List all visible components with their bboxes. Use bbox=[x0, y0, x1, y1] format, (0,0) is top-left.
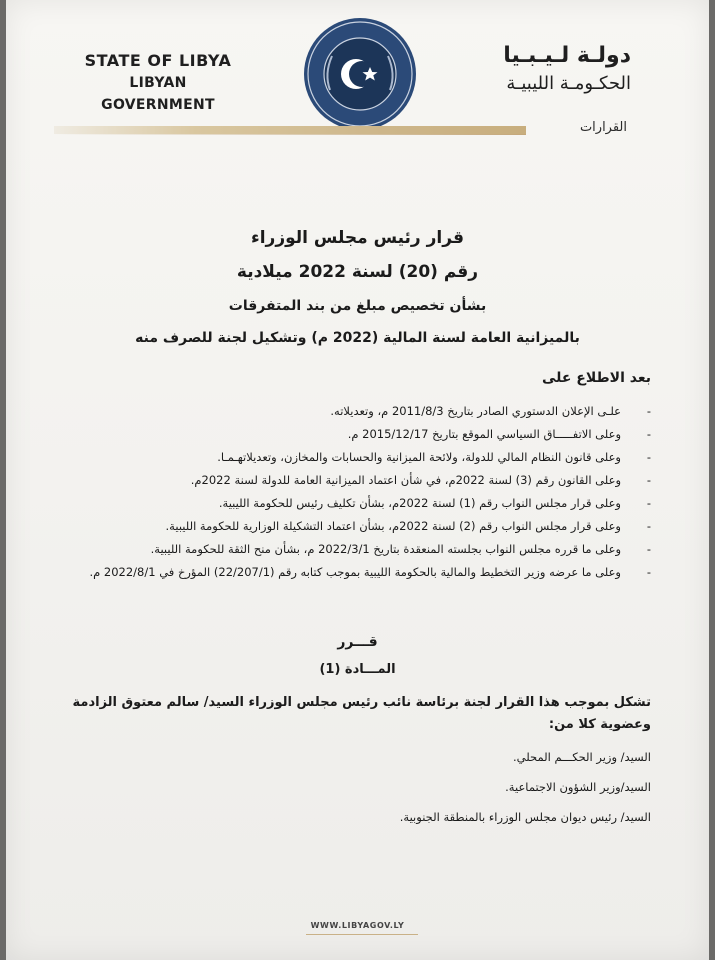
after-review-heading: بعد الاطلاع على bbox=[541, 370, 651, 386]
recital-item bbox=[71, 515, 651, 538]
recital-item bbox=[71, 423, 651, 446]
libyan-government-arabic: الحكـومـة الليبيـة bbox=[506, 73, 631, 94]
recital-dash: - bbox=[646, 519, 651, 533]
header-divider bbox=[54, 134, 526, 135]
government-emblem-icon bbox=[302, 16, 418, 132]
section-label: القرارات bbox=[579, 120, 627, 135]
committee-member: السيد/وزير الشؤون الاجتماعية. bbox=[505, 780, 651, 794]
recital-text: وعلى قانون النظام المالي للدولة، ولائحة الميزانية والحسابات والمخازن، وتعديلاتهـمـا. bbox=[217, 450, 621, 464]
footer-website: WWW.LIBYAGOV.LY bbox=[310, 921, 405, 930]
header-band bbox=[54, 126, 526, 134]
recital-text: وعلى قرار مجلس النواب رقم (2) لسنة 2022م، بشأن اعتماد التشكيلة الوزارية للحكومة الليبية. bbox=[165, 519, 621, 533]
recital-dash: - bbox=[646, 473, 651, 487]
decision-title: قرار رئيس مجلس الوزراء bbox=[251, 228, 464, 248]
recital-item bbox=[71, 538, 651, 561]
recital-text: وعلى ما عرضه وزير التخطيط والمالية بالحكومة الليبية بموجب كتابه رقم (22/207/1) المؤرخ في 2022/8/1 م. bbox=[89, 565, 621, 579]
committee-member: السيد/ وزير الحكـــم المحلي. bbox=[512, 750, 651, 764]
committee-member: السيد/ رئيس ديوان مجلس الوزراء بالمنطقة الجنوبية. bbox=[399, 810, 651, 824]
article-1-text: تشكل بموجب هذا القرار لجنة برئاسة نائب رئيس مجلس الوزراء السيد/ سالم معتوق الزادمة وعضوية كلا من: bbox=[72, 695, 651, 732]
recitals-list bbox=[71, 400, 651, 584]
recital-item bbox=[71, 469, 651, 492]
recital-text: وعلى ما قرره مجلس النواب بجلسته المنعقدة بتاريخ 2022/3/1 م، بشأن منح الثقة للحكومة الليبية. bbox=[150, 542, 621, 556]
header-english bbox=[78, 50, 238, 116]
recital-dash: - bbox=[646, 542, 651, 556]
footer-divider bbox=[306, 934, 418, 935]
document-page bbox=[6, 0, 709, 960]
recital-text: وعلى قرار مجلس النواب رقم (1) لسنة 2022م، بشأن تكليف رئيس للحكومة الليبية. bbox=[218, 496, 621, 510]
header-arabic bbox=[461, 42, 631, 98]
recital-text: وعلى الاتفـــــاق السياسي الموقع بتاريخ 2015/12/17 م. bbox=[347, 427, 621, 441]
state-of-libya-arabic: دولـة لـيـبـيا bbox=[503, 43, 631, 68]
decision-subject-line1: بشأن تخصيص مبلغ من بند المتفرقات bbox=[228, 298, 487, 314]
recital-text: علـى الإعلان الدستوري الصادر بتاريخ 2011/8/3 م، وتعديلاته. bbox=[330, 404, 621, 418]
recital-item bbox=[71, 400, 651, 423]
decision-number: رقم (20) لسنة 2022 ميلادية bbox=[236, 262, 479, 282]
state-of-libya-label: STATE OF LIBYA bbox=[84, 51, 232, 70]
recital-dash: - bbox=[646, 565, 651, 579]
recital-dash: - bbox=[646, 427, 651, 441]
committee-members-list bbox=[61, 742, 651, 832]
recital-text: وعلى القانون رقم (3) لسنة 2022م، في شأن اعتماد الميزانية العامة للدولة لسنة 2022م. bbox=[190, 473, 621, 487]
recital-dash: - bbox=[646, 450, 651, 464]
article-1-title: المـــادة (1) bbox=[319, 662, 396, 677]
recital-item bbox=[71, 492, 651, 515]
libyan-government-label: LIBYAN GOVERNMENT bbox=[101, 75, 215, 113]
recital-item bbox=[71, 446, 651, 469]
recital-item bbox=[71, 561, 651, 584]
decision-subject-line2: بالميزانية العامة لسنة المالية (2022 م) وتشكيل لجنة للصرف منه bbox=[135, 330, 580, 346]
recital-dash: - bbox=[646, 496, 651, 510]
decided-heading: قـــرر bbox=[337, 634, 378, 650]
recital-dash: - bbox=[646, 404, 651, 418]
